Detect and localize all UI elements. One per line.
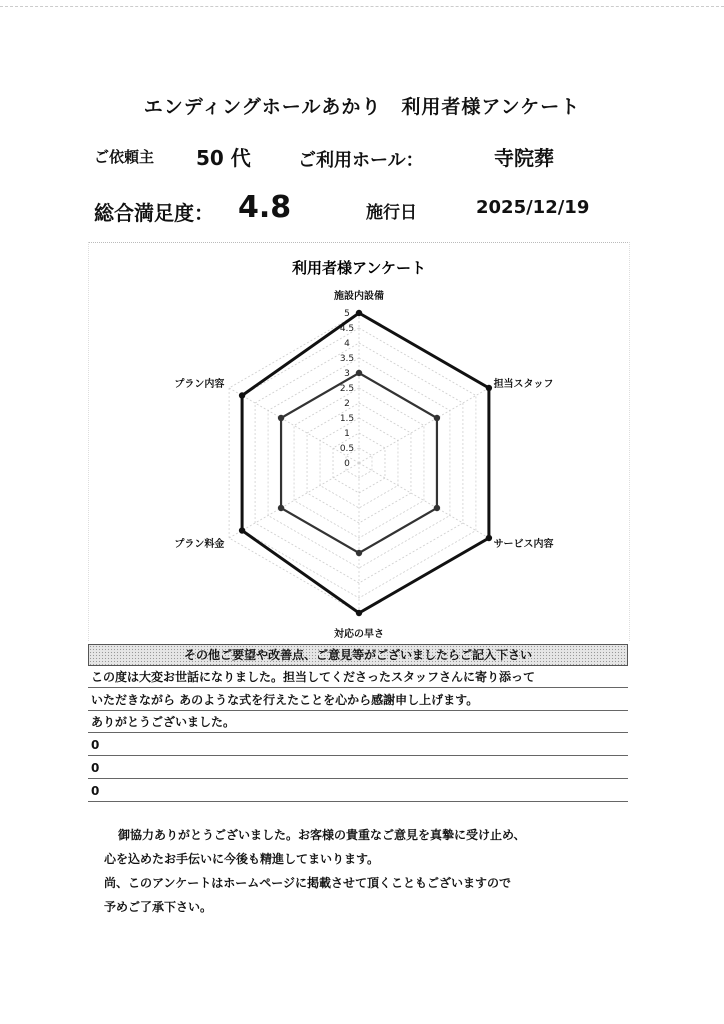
tick-label: 1 bbox=[344, 429, 350, 439]
page-top-border bbox=[0, 6, 724, 7]
page-title: エンディングホールあかり 利用者様アンケート bbox=[143, 96, 581, 118]
tick-label: 1.5 bbox=[339, 414, 355, 424]
satisfaction-value: 4.8 bbox=[238, 190, 292, 225]
axis-category-label: 担当スタッフ bbox=[493, 379, 554, 390]
tick-label: 3.5 bbox=[339, 354, 355, 364]
axis-category-label: プラン内容 bbox=[174, 379, 225, 390]
comment-line: 0 bbox=[88, 757, 628, 779]
comment-line: 0 bbox=[88, 780, 628, 802]
comment-line: ありがとうございました。 bbox=[88, 711, 628, 733]
data-point bbox=[356, 310, 362, 316]
axis-category-label: 対応の早さ bbox=[334, 629, 384, 640]
data-point bbox=[434, 505, 440, 511]
date-value: 2025/12/19 bbox=[476, 197, 590, 218]
data-point bbox=[356, 610, 362, 616]
tick-label: 2.5 bbox=[339, 384, 355, 394]
comments-header: その他ご要望や改善点、ご意見等がございましたらご記入下さい bbox=[88, 644, 628, 666]
comment-line: いただきながら あのような式を行えたことを心から感謝申し上げます。 bbox=[88, 689, 628, 711]
client-label: ご依頼主 bbox=[94, 148, 155, 166]
tick-label: 0.5 bbox=[339, 444, 355, 454]
data-point bbox=[356, 370, 362, 376]
data-point bbox=[239, 527, 245, 533]
axis-category-label: サービス内容 bbox=[493, 539, 554, 550]
data-point bbox=[356, 550, 362, 556]
data-point bbox=[486, 535, 492, 541]
chart-title: 利用者様アンケート bbox=[291, 259, 427, 277]
comment-line: 0 bbox=[88, 734, 628, 756]
radar-chart bbox=[88, 242, 630, 641]
axis-category-label: プラン料金 bbox=[174, 539, 225, 550]
tick-label: 0 bbox=[344, 459, 350, 469]
tick-label: 5 bbox=[344, 309, 350, 319]
footer-line: 予めご了承下さい。 bbox=[104, 900, 213, 914]
footer-line: 御協力ありがとうございました。お客様の貴重なご意見を真摯に受け止め、 bbox=[118, 828, 526, 842]
comment-line: この度は大変お世話になりました。担当してくださったスタッフさんに寄り添って bbox=[88, 666, 628, 688]
data-point bbox=[278, 415, 284, 421]
tick-label: 4 bbox=[344, 339, 350, 349]
data-point bbox=[486, 385, 492, 391]
date-label: 施行日 bbox=[366, 203, 417, 223]
hall-label: ご利用ホール： bbox=[298, 150, 424, 171]
tick-label: 4.5 bbox=[339, 324, 355, 334]
footer-line: 尚、このアンケートはホームページに掲載させて頂くこともございますので bbox=[104, 876, 512, 890]
data-point bbox=[278, 505, 284, 511]
tick-label: 3 bbox=[344, 369, 350, 379]
axis-category-label: 施設内設備 bbox=[334, 291, 384, 302]
radar-chart-svg bbox=[89, 243, 629, 641]
tick-label: 2 bbox=[344, 399, 350, 409]
client-value: 50 代 bbox=[196, 146, 251, 170]
footer-line: 心を込めたお手伝いに今後も精進してまいります。 bbox=[104, 852, 380, 866]
series-line bbox=[242, 313, 489, 613]
data-point bbox=[239, 392, 245, 398]
data-point bbox=[434, 415, 440, 421]
hall-value: 寺院葬 bbox=[494, 146, 554, 170]
satisfaction-label: 総合満足度： bbox=[94, 201, 214, 225]
